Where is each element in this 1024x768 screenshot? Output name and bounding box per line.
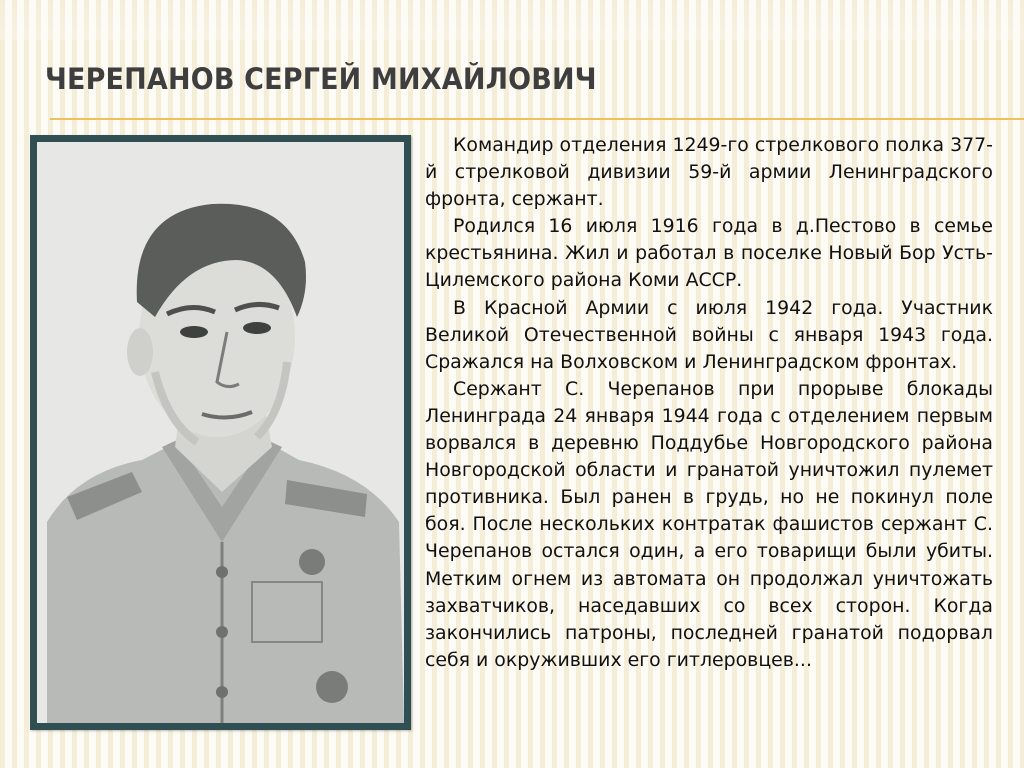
tunic-button [216, 686, 228, 698]
bio-paragraph: В Красной Армии с июля 1942 года. Участник Великой Отечественной войны с января 1943 года. Сражался на Волховском и Ленинградском фронтах. [425, 296, 993, 373]
medal [299, 549, 325, 575]
slide-title: ЧЕРЕПАНОВ СЕРГЕЙ МИХАЙЛОВИЧ [45, 62, 597, 96]
medal [316, 671, 348, 703]
bio-paragraph: Родился 16 июля 1916 года в д.Пестово в семье крестьянина. Жил и работал в поселке Новый Бор Усть-Цилемского района Коми АССР. [425, 215, 993, 292]
ear [127, 328, 153, 376]
eye [243, 322, 271, 334]
portrait-drawing [37, 142, 404, 723]
bio-paragraph: Сержант С. Черепанов при прорыве блокады Ленинграда 24 января 1944 года с отделением первым ворвался в деревню Поддубье Новгородского района Новгородской области и гранатой уничтожил пулемет противника. Был ранен в грудь, но не покинул поле боя. После нескольких контратак фашистов сержант С. Черепанов остался один, а его товарищи были убиты. Метким огнем из автомата он продолжал уничтожать захватчиков, наседавших со всех сторон. Когда закончились патроны, последней гранатой подорвал себя и окруживших его гитлеровцев... [425, 377, 993, 671]
tunic-button [216, 566, 228, 578]
title-underline [50, 118, 1024, 120]
eye [180, 326, 208, 338]
biography-text [425, 132, 993, 768]
portrait-frame [30, 135, 411, 730]
tunic-button [216, 626, 228, 638]
bio-paragraph: Командир отделения 1249-го стрелкового полка 377-й стрелковой дивизии 59-й армии Ленинградского фронта, сержант. [425, 134, 993, 211]
background-stripes [0, 0, 1024, 40]
